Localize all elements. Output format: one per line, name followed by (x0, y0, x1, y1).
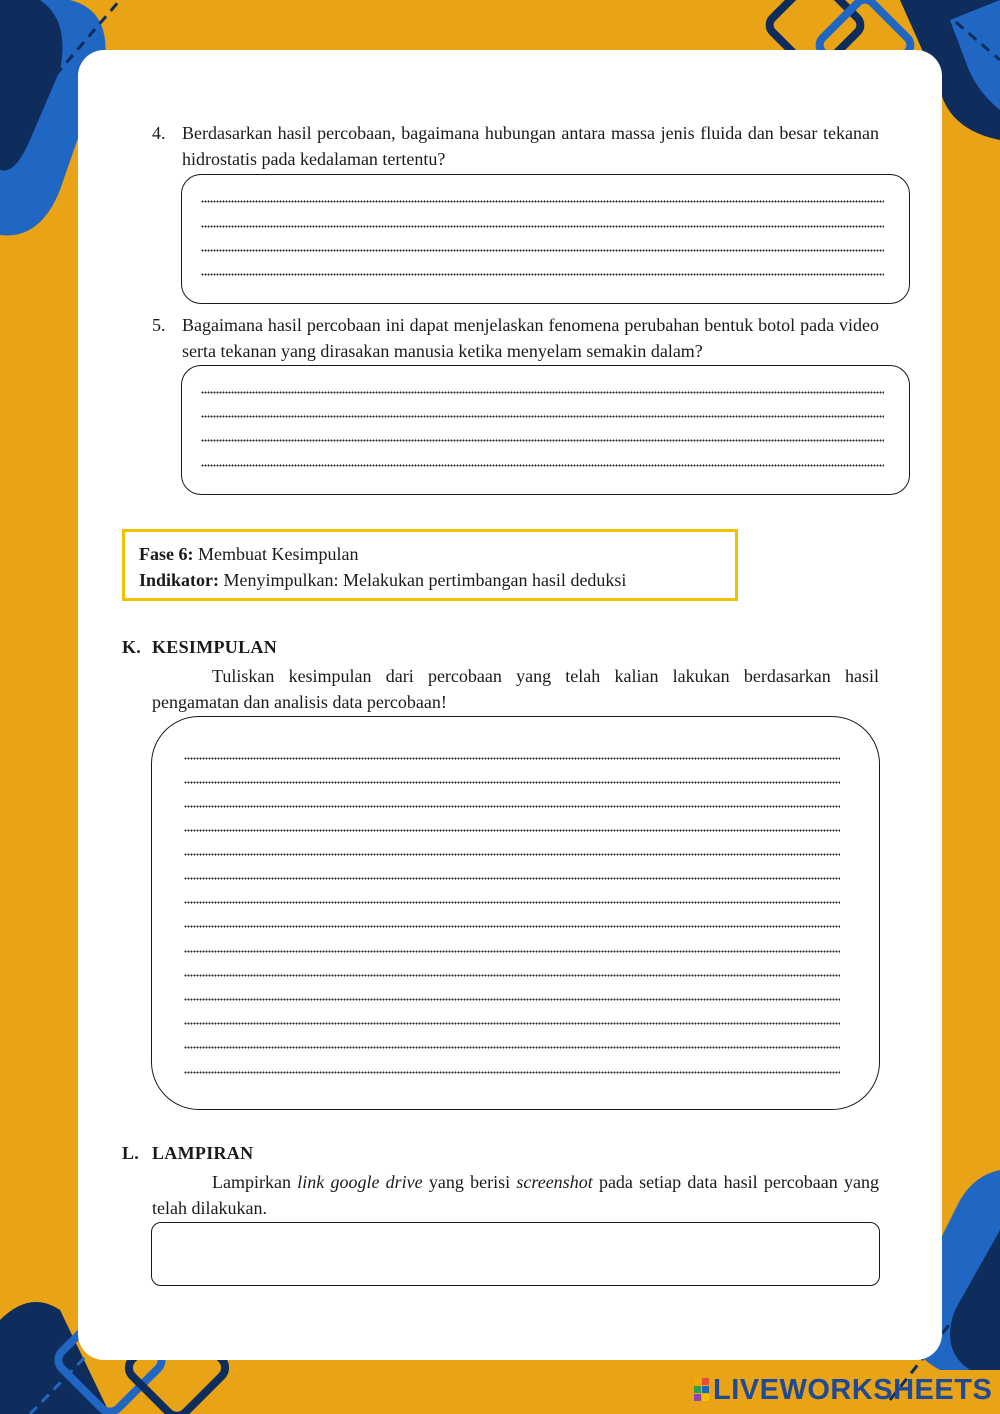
brand-text: LIVEWORKSHEETS (713, 1374, 993, 1406)
answer-line (184, 829, 840, 832)
indicator-label: Indikator: (139, 570, 220, 590)
answer-line (184, 853, 840, 856)
section-letter: L. (122, 1143, 140, 1163)
instruction-italic: screenshot (516, 1172, 593, 1192)
answer-line (201, 439, 884, 442)
phase-label: Fase 6: (139, 544, 194, 564)
answer-line (184, 877, 840, 880)
conclusion-answer-box[interactable] (151, 716, 880, 1110)
question-4 (152, 120, 879, 172)
answer-box-question-5[interactable] (181, 365, 910, 495)
answer-line (201, 415, 884, 418)
answer-line (184, 974, 840, 977)
answer-line (184, 757, 840, 760)
question-text: Berdasarkan hasil percobaan, bagaimana hubungan antara massa jenis fluida dan besar tekanan hidrostatis pada kedalaman tertentu? (182, 123, 879, 169)
instruction-text: yang berisi (422, 1172, 517, 1192)
answer-line (184, 950, 840, 953)
section-k-instruction: Tuliskan kesimpulan dari percobaan yang telah kalian lakukan berdasarkan hasil pengamatan dan analisis data percobaan! (152, 666, 879, 712)
attachment-link-input[interactable] (151, 1222, 880, 1286)
answer-line (184, 925, 840, 928)
answer-box-question-4[interactable] (181, 174, 910, 304)
section-title: KESIMPULAN (152, 637, 278, 657)
section-l-instruction (152, 1169, 879, 1221)
answer-line (201, 273, 884, 276)
answer-line (184, 805, 840, 808)
question-number: 5. (152, 315, 166, 335)
question-5 (152, 312, 879, 364)
section-title: LAMPIRAN (152, 1143, 254, 1163)
answer-line (184, 1022, 840, 1025)
indicator-line (139, 567, 735, 593)
phase-text: Membuat Kesimpulan (197, 544, 359, 564)
answer-line (184, 901, 840, 904)
liveworksheets-logo-icon (694, 1378, 710, 1402)
question-text: Bagaimana hasil percobaan ini dapat menjelaskan fenomena perubahan bentuk botol pada video serta tekanan yang dirasakan manusia ketika menyelam semakin dalam? (182, 315, 879, 361)
answer-line (201, 200, 884, 203)
answer-line (201, 464, 884, 467)
instruction-italic: link google drive (297, 1172, 423, 1192)
instruction-text: Lampirkan (212, 1172, 298, 1192)
answer-line (201, 249, 884, 252)
question-number: 4. (152, 123, 166, 143)
phase-box (122, 529, 738, 601)
answer-line (184, 998, 840, 1001)
answer-line (201, 225, 884, 228)
section-letter: K. (122, 637, 142, 657)
answer-line (184, 1071, 840, 1074)
answer-line (201, 391, 884, 394)
answer-line (184, 1046, 840, 1049)
instruction-text: pada setiap data hasil percobaan yang telah dilakukan. (152, 1172, 880, 1218)
indicator-text: Menyimpulkan: Melakukan pertimbangan hasil deduksi (223, 570, 627, 590)
answer-line (184, 781, 840, 784)
phase-line (139, 541, 735, 567)
liveworksheets-watermark (694, 1376, 992, 1404)
